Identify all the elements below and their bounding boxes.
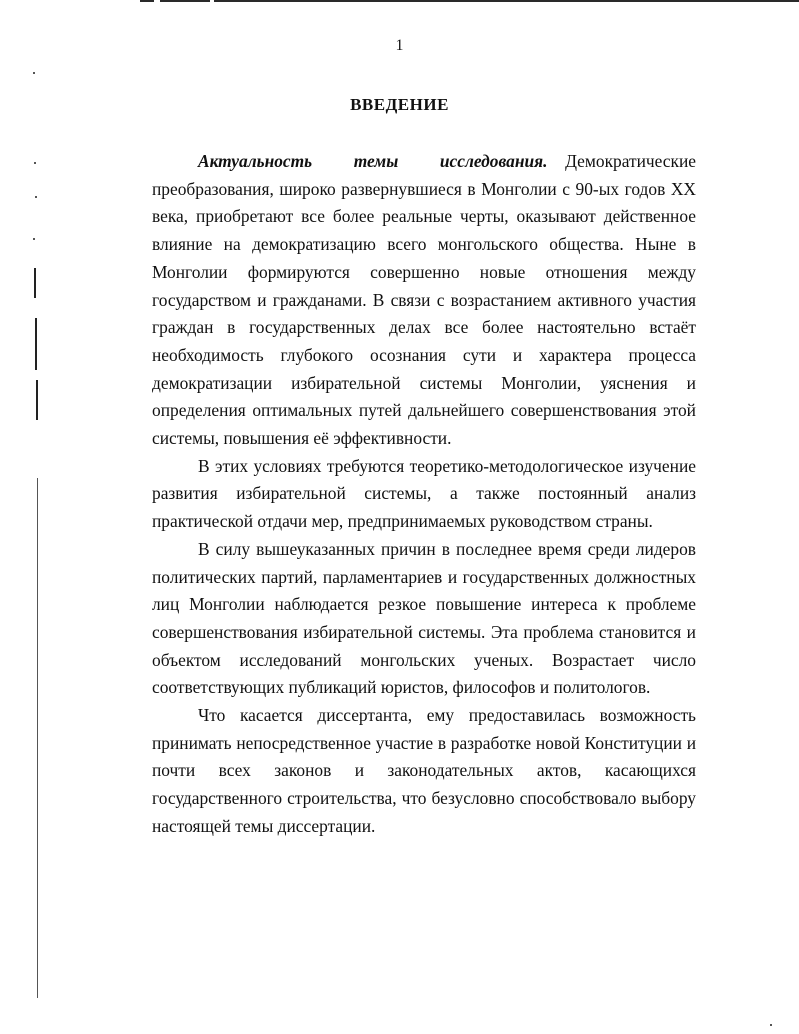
scan-edge-line (140, 0, 154, 2)
scan-margin-mark (37, 478, 38, 998)
body-text (152, 148, 696, 841)
paragraph: Что касается диссертанта, ему предоставилась возможность принимать непосредственное участие в разработке новой Конституции и почти всех законов и законодательных актов, касающихся государственного строительства, что безусловно способствовало выбору настоящей темы диссертации. (152, 705, 696, 836)
paragraph: В этих условиях требуются теоретико-методологическое изучение развития избирательной системы, а также постоянный анализ практической отдачи мер, предпринимаемых руководством страны. (152, 455, 696, 532)
scan-speck (34, 162, 36, 164)
scan-speck (33, 72, 35, 74)
scan-margin-mark (36, 380, 38, 420)
scan-edge-line (214, 0, 799, 2)
page-number: 1 (395, 37, 404, 54)
paragraph-lead: Актуальность темы исследования. (198, 151, 548, 171)
page-heading: ВВЕДЕНИЕ (350, 95, 449, 114)
scan-margin-mark (34, 268, 36, 298)
scan-speck (770, 1024, 772, 1026)
scan-speck (35, 196, 37, 198)
scan-speck (33, 238, 35, 240)
paragraph-text: Демократические преобразования, широко развернувшиеся в Монголии с 90-ых годов XX века, приобретают все более реальные черты, оказывают действенное влияние на демократизацию всего монгольского общества. Ныне в Монголии формируются совершенно новые отношения между государством и гражданами. В связи с возрастанием активного участия граждан в государственных делах все более настоятельно встаёт необходимость глубокого осознания сути и характера процесса демократизации избирательной системы Монголии, уяснения и определения оптимальных путей дальнейшего совершенствования этой системы, повышения её эффективности. (152, 151, 696, 449)
paragraph (152, 148, 696, 453)
paragraph: В силу вышеуказанных причин в последнее время среди лидеров политических партий, парламентариев и государственных должностных лиц Монголии наблюдается резкое повышение интереса к проблеме совершенствования избирательной системы. Эта проблема становится и объектом исследований монгольских ученых. Возрастает число соответствующих публикаций юристов, философов и политологов. (152, 538, 696, 698)
scan-edge-line (160, 0, 210, 2)
scan-margin-mark (35, 318, 37, 370)
